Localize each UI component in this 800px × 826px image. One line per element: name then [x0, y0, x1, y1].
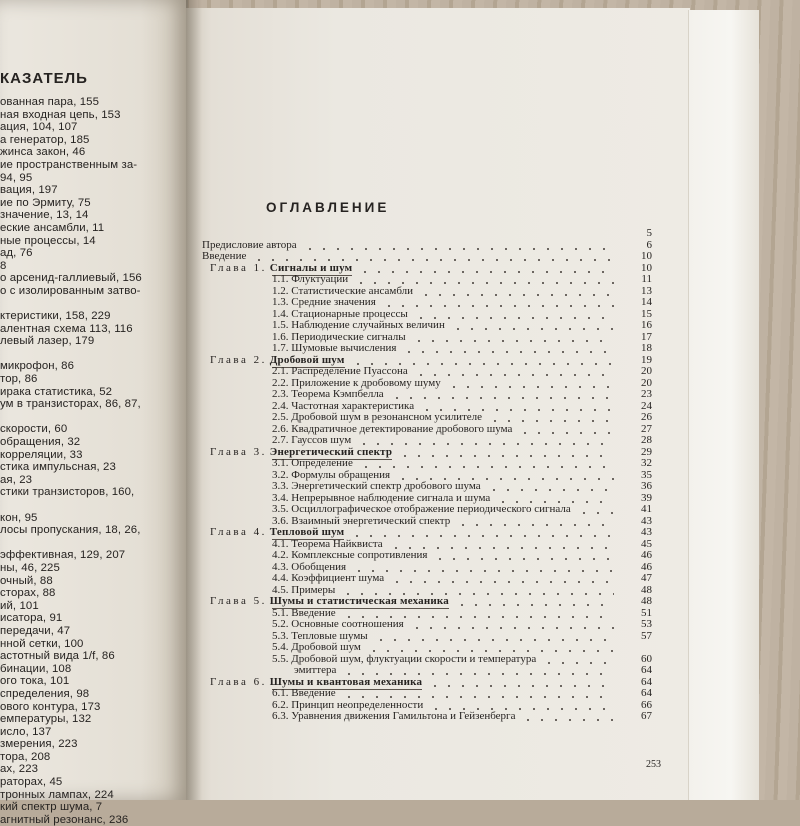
toc-entry-title: 5.5. Дробовой шум, флуктуации скорости и температура — [272, 652, 537, 665]
toc-page-number: 6 — [646, 238, 652, 251]
toc-entry-title: 1.1. Флуктуации — [272, 273, 349, 285]
dot-leader — [521, 719, 614, 721]
toc-entry — [196, 320, 656, 332]
index-list — [0, 96, 200, 826]
toc-entry-title: 3.3. Энергетический спектр дробового шума — [272, 480, 481, 492]
toc-entry — [196, 631, 656, 643]
toc-entry — [196, 608, 656, 620]
index-entry: а генератор, 185 — [0, 133, 90, 146]
dot-leader — [412, 340, 614, 342]
index-entry: о с изолированным затво- — [0, 284, 141, 297]
index-entry: ованная пара, 155 — [0, 96, 100, 108]
toc-entry-title: 5.3. Тепловые шумы — [272, 629, 368, 642]
toc-entry-title — [210, 596, 449, 608]
index-entry: ны, 46, 225 — [0, 561, 60, 574]
index-entry: жинса закон, 46 — [0, 146, 86, 159]
toc-chapter — [196, 527, 656, 539]
index-entry: астотный вида 1/f, 86 — [0, 650, 115, 663]
dot-leader — [354, 282, 614, 284]
toc-entry — [196, 332, 656, 344]
toc-page-number: 20 — [641, 365, 652, 377]
index-entry: стика импульсная, 23 — [0, 461, 116, 474]
index-entry: ий, 101 — [0, 599, 39, 612]
toc-entry-title: 5.2. Основные соотношения — [272, 618, 404, 630]
dot-leader — [359, 466, 614, 468]
toc-entry — [196, 274, 656, 286]
dot-leader — [414, 374, 614, 376]
toc-page-number: 48 — [641, 583, 652, 596]
toc-page-number: 19 — [641, 353, 652, 366]
index-entry: спределения, 98 — [0, 687, 90, 700]
index-entry: левый лазер, 179 — [0, 335, 95, 348]
index-entry: ого тока, 101 — [0, 675, 70, 688]
toc-chapter-title: Дробовой шум — [266, 353, 345, 366]
toc-entry-title: 4.1. Теорема Найквиста — [272, 537, 383, 550]
toc-entry-title — [210, 527, 344, 539]
index-entry: нной сетки, 100 — [0, 637, 84, 650]
toc-page-number: 16 — [641, 319, 652, 331]
index-entry — [0, 499, 200, 512]
dot-leader — [398, 455, 614, 457]
toc-chapter-title: Тепловой шум — [266, 526, 345, 538]
toc-chapter — [196, 677, 656, 689]
toc-page-number: 45 — [641, 537, 652, 550]
toc-entry — [196, 688, 656, 700]
toc-entry-title: 3.1. Определение — [272, 457, 353, 469]
index-entry: лосы пропускания, 18, 26, — [0, 524, 141, 537]
toc-page-number: 39 — [641, 491, 652, 504]
toc-page-number: 13 — [641, 284, 652, 297]
toc-entry — [196, 424, 656, 436]
toc-chapter-label: Глава 5. — [210, 595, 267, 607]
toc-entry — [196, 562, 656, 574]
toc-page-number: 17 — [641, 330, 652, 343]
toc-entry-title: эмиттера — [294, 664, 337, 676]
toc-entry-title: 6.1. Введение — [272, 687, 336, 699]
toc-page-number: 32 — [641, 457, 652, 469]
dot-leader — [374, 639, 614, 641]
index-entry: ая, 23 — [0, 473, 33, 486]
dot-leader — [456, 524, 614, 526]
index-entry: тор, 86 — [0, 373, 38, 386]
toc-page-number: 43 — [641, 514, 652, 527]
toc-entry-title: Предисловие автора — [202, 238, 297, 251]
index-entry: о арсенид-галлиевый, 156 — [0, 272, 142, 285]
toc-page-number: 29 — [641, 445, 652, 458]
toc-page-number: 67 — [641, 710, 652, 722]
toc-entry — [196, 458, 656, 470]
toc-page-number: 14 — [641, 296, 652, 308]
toc-entry — [196, 412, 656, 424]
index-entry: раторах, 45 — [0, 776, 63, 789]
toc-entry-title: 2.6. Квадратичное детектирование дробового шума — [272, 422, 513, 435]
toc-entry — [196, 504, 656, 516]
index-entry — [0, 348, 200, 361]
index-entry: змерения, 223 — [0, 738, 78, 751]
toc-page-number: 48 — [641, 595, 652, 607]
toc-entry — [196, 711, 656, 723]
dot-leader — [577, 512, 614, 514]
toc-page-number: 64 — [641, 675, 652, 688]
index-entry: ах, 223 — [0, 763, 39, 776]
toc-entry-title: 1.2. Статистические ансамбли — [272, 284, 414, 297]
toc-page-number: 41 — [641, 503, 652, 515]
toc-page-number: 23 — [641, 388, 652, 400]
dot-leader — [382, 305, 614, 307]
index-entry — [0, 537, 200, 550]
index-entry: ового контура, 173 — [0, 700, 101, 713]
index-entry: исло, 137 — [0, 725, 52, 738]
index-entry: емпературы, 132 — [0, 713, 92, 726]
toc-page-number: 5 — [646, 227, 652, 239]
toc-chapter-title: Шумы и квантовая механика — [266, 675, 423, 688]
index-entry: обращения, 32 — [0, 436, 81, 449]
toc-entry-title: 6.2. Принцип неопределенности — [272, 698, 424, 711]
toc-page-number: 10 — [641, 261, 652, 274]
toc-entry-title: 3.6. Взаимный энергетический спектр — [272, 514, 451, 527]
index-entry: ум в транзисторах, 86, 87, — [0, 398, 141, 411]
toc-entry-title: 3.2. Формулы обращения — [272, 468, 391, 481]
index-entry: кон, 95 — [0, 511, 38, 524]
index-entry: бинации, 108 — [0, 662, 72, 675]
index-entry: ктеристики, 158, 229 — [0, 310, 111, 323]
toc-entry-title: 2.7. Гауссов шум — [272, 434, 352, 446]
toc-page-number: 66 — [641, 698, 652, 711]
toc-entry — [196, 654, 656, 666]
index-entry: 94, 95 — [0, 171, 33, 184]
dot-leader — [419, 294, 614, 296]
dot-leader — [447, 386, 614, 388]
toc-entry-title: 6.3. Уравнения движения Гамильтона и Гейзенберга — [272, 710, 516, 722]
dot-leader — [542, 662, 614, 664]
toc-entry — [196, 297, 656, 309]
toc-entry — [196, 286, 656, 298]
dot-leader — [390, 581, 614, 583]
toc-page-number: 57 — [641, 629, 652, 642]
toc-entry-title: 2.5. Дробовой шум в резонансном усилителе — [272, 411, 483, 423]
index-entry: ные процессы, 14 — [0, 234, 96, 247]
page-number: 253 — [646, 759, 661, 770]
toc-page-number: 51 — [641, 606, 652, 619]
toc-entry-title: 4.4. Коэффициент шума — [272, 572, 385, 584]
toc-chapter — [196, 447, 656, 459]
index-entry: ная входная цепь, 153 — [0, 108, 121, 121]
toc-entry-title: 3.5. Осциллографическое отображение периодического сигнала — [272, 503, 571, 515]
toc-entry-title: 1.7. Шумовые вычисления — [272, 342, 397, 354]
toc-entry-title: 1.3. Средние значения — [272, 296, 376, 308]
toc-entry-title: 2.1. Распределение Пуассона — [272, 365, 408, 377]
index-entry: ирака статистика, 52 — [0, 385, 113, 398]
toc-entry — [196, 573, 656, 585]
index-entry: ие по Эрмиту, 75 — [0, 196, 91, 209]
toc-entry-title: 2.4. Частотная характеристика — [272, 399, 415, 412]
toc-page-number: 11 — [641, 273, 652, 285]
toc-page-number: 60 — [641, 652, 652, 665]
index-entry: тронных лампах, 224 — [0, 788, 114, 801]
toc-entry-title: 4.5. Примеры — [272, 583, 336, 596]
dot-leader — [342, 696, 614, 698]
toc-chapter — [196, 355, 656, 367]
index-entry: микрофон, 86 — [0, 360, 75, 373]
toc-chapter-label: Глава 3. — [210, 445, 267, 458]
index-entry: передачи, 47 — [0, 624, 71, 637]
dot-leader — [518, 432, 614, 434]
dot-leader — [303, 248, 614, 250]
index-entry: агнитный резонанс, 236 — [0, 813, 129, 826]
dot-leader — [455, 604, 614, 606]
toc-chapter — [196, 263, 656, 275]
index-entry: ие пространственным за- — [0, 158, 138, 171]
toc-entry-title: 3.4. Непрерывное наблюдение сигнала и шума — [272, 491, 491, 504]
toc-entry-title: 1.4. Стационарные процессы — [272, 307, 408, 320]
index-entry: скорости, 60 — [0, 423, 68, 436]
toc-page-number: 35 — [641, 468, 652, 481]
toc-chapter-label: Глава 4. — [210, 526, 267, 538]
toc-entry — [196, 378, 656, 390]
toc-page-number: 28 — [641, 434, 652, 446]
index-entry: исатора, 91 — [0, 612, 63, 625]
index-entry: очный, 88 — [0, 574, 53, 587]
toc-entry — [196, 550, 656, 562]
toc-chapter-title: Энергетический спектр — [266, 445, 393, 458]
book-cover-edge — [688, 10, 759, 800]
dot-leader — [488, 420, 614, 422]
dot-leader — [357, 443, 614, 445]
dot-leader — [367, 650, 614, 652]
toc-page-number: 46 — [641, 549, 652, 561]
dot-leader — [487, 489, 614, 491]
toc-page-number: 10 — [641, 250, 652, 262]
index-entry: ация, 104, 107 — [0, 121, 78, 134]
dot-leader — [352, 570, 614, 572]
toc-page-number: 43 — [641, 526, 652, 538]
toc-page-number: 53 — [641, 618, 652, 630]
dot-leader — [402, 351, 614, 353]
toc-page-number: 20 — [641, 376, 652, 389]
toc-page-number: 64 — [641, 687, 652, 699]
toc-entry — [196, 366, 656, 378]
index-entry: вация, 197 — [0, 184, 58, 197]
index-entry: значение, 13, 14 — [0, 209, 89, 222]
toc-entry-title: 2.2. Приложение к дробовому шуму — [272, 376, 441, 389]
toc-page-number: 64 — [641, 664, 652, 676]
toc-entry-title: 5.1. Введение — [272, 606, 336, 619]
toc-entry-title: 5.4. Дробовой шум — [272, 641, 361, 653]
index-heading: КАЗАТЕЛЬ — [0, 70, 88, 87]
dot-leader — [350, 535, 614, 537]
toc-entry-title: 1.5. Наблюдение случайных величин — [272, 319, 445, 331]
toc-page-number: 18 — [641, 342, 652, 354]
toc-page-number: 46 — [641, 560, 652, 573]
dot-leader — [410, 627, 614, 629]
toc-title: ОГЛАВЛЕНИЕ — [266, 200, 390, 215]
index-entry: 8 — [0, 259, 7, 272]
toc-page-number: 26 — [641, 411, 652, 423]
toc-chapter-label: Глава 1. — [210, 261, 267, 274]
index-entry: эффективная, 129, 207 — [0, 549, 126, 562]
index-entry — [0, 411, 200, 424]
toc-entry — [196, 642, 656, 654]
toc-page-number: 36 — [641, 480, 652, 492]
toc-entry-title: Введение — [202, 250, 247, 262]
table-of-contents — [196, 228, 656, 723]
dot-leader — [433, 558, 614, 560]
index-entry — [0, 298, 200, 311]
toc-chapter — [196, 596, 656, 608]
left-page — [0, 0, 188, 826]
index-entry: кий спектр шума, 7 — [0, 801, 103, 814]
index-entry: алентная схема 113, 116 — [0, 322, 133, 335]
toc-chapter-label: Глава 2. — [210, 353, 267, 366]
dot-leader — [358, 271, 614, 273]
index-entry: корреляции, 33 — [0, 448, 83, 461]
toc-entry-title: 4.2. Комплексные сопротивления — [272, 549, 428, 561]
index-entry: ад, 76 — [0, 247, 33, 260]
index-entry: тора, 208 — [0, 750, 51, 763]
index-entry: сторах, 88 — [0, 587, 56, 600]
dot-leader — [428, 685, 614, 687]
dot-leader — [451, 328, 614, 330]
toc-page-number: 47 — [641, 572, 652, 584]
toc-chapter-label: Глава 6. — [210, 675, 267, 688]
dot-leader — [390, 397, 614, 399]
toc-entry-title: 4.3. Обобщения — [272, 560, 347, 573]
toc-chapter-title: Шумы и статистическая механика — [266, 595, 449, 607]
index-entry: еские ансамбли, 11 — [0, 221, 105, 234]
toc-page-number: 15 — [641, 307, 652, 320]
toc-entry — [196, 481, 656, 493]
toc-entry — [196, 619, 656, 631]
toc-entry — [196, 240, 656, 252]
toc-chapter-title: Сигналы и шум — [266, 261, 353, 274]
toc-entry-title: 2.3. Теорема Кэмпбелла — [272, 388, 384, 400]
toc-page-number: 27 — [641, 422, 652, 435]
toc-entry-title: 1.6. Периодические сигналы — [272, 330, 406, 343]
toc-entry — [196, 228, 656, 240]
index-entry: стики транзисторов, 160, — [0, 486, 135, 499]
toc-entry — [196, 389, 656, 401]
toc-page-number: 24 — [641, 399, 652, 412]
